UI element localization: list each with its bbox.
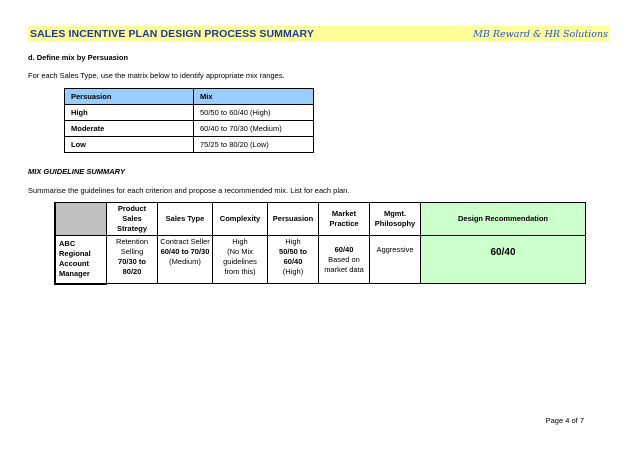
section-intro: For each Sales Type, use the matrix below to identify appropriate mix ranges. [28, 71, 285, 80]
page-title: SALES INCENTIVE PLAN DESIGN PROCESS SUMMARY [30, 28, 314, 40]
section-heading: d. Define mix by Persuasion [28, 53, 129, 62]
col-persuasion: Persuasion [268, 203, 319, 236]
col-mgmt-philosophy: Mgmt. Philosophy [370, 203, 421, 236]
cell-line: High [285, 237, 301, 246]
cell-range: 50/50 to 60/40 [279, 247, 307, 266]
cell-range: 70/30 to 80/20 [118, 257, 146, 276]
table-row [65, 137, 314, 153]
guideline-table [54, 202, 586, 285]
mix-row-name: Moderate [65, 121, 194, 137]
mix-row-value: 50/50 to 60/40 (High) [194, 105, 314, 121]
cell-line: Retention Selling [115, 237, 149, 256]
mix-row-value: 75/25 to 80/20 (Low) [194, 137, 314, 153]
col-market-practice: Market Practice [319, 203, 370, 236]
cell-persuasion [268, 236, 319, 284]
cell-line: Contract Seller [160, 237, 210, 246]
guideline-heading: MIX GUIDELINE SUMMARY [28, 167, 125, 176]
cell-line: (Medium) [169, 257, 201, 266]
brand-name: MB Reward & HR Solutions [473, 28, 608, 40]
row-plan-name: ABC Regional Account Manager [55, 236, 107, 284]
table-row [65, 105, 314, 121]
cell-line: (High) [282, 267, 304, 276]
cell-line: High [232, 237, 248, 246]
mix-header-persuasion: Persuasion [65, 89, 194, 105]
guideline-header-row [55, 203, 586, 236]
mix-row-value: 60/40 to 70/30 (Medium) [194, 121, 314, 137]
cell-market-practice [319, 236, 370, 284]
mix-row-name: Low [65, 137, 194, 153]
guideline-intro: Summarise the guidelines for each criterion and propose a recommended mix. List for each plan. [28, 186, 350, 195]
cell-sales-type [158, 236, 213, 284]
col-complexity: Complexity [213, 203, 268, 236]
page-number: Page 4 of 7 [545, 416, 584, 425]
mix-table-header-row [65, 89, 314, 105]
corner-cell [55, 203, 107, 236]
cell-range: 60/40 [334, 245, 354, 254]
mix-header-mix: Mix [194, 89, 314, 105]
cell-design-recommendation: 60/40 [421, 236, 586, 284]
table-row [55, 236, 586, 284]
table-row [65, 121, 314, 137]
col-sales-type: Sales Type [158, 203, 213, 236]
mix-table [64, 88, 314, 153]
cell-line: (No Mix guidelines from this) [223, 247, 257, 276]
col-design-recommendation: Design Recommendation [421, 203, 586, 236]
cell-mgmt-philosophy: Aggressive [370, 236, 421, 284]
mix-row-name: High [65, 105, 194, 121]
cell-complexity [213, 236, 268, 284]
header-bar [28, 26, 610, 42]
cell-line: Based on market data [324, 255, 364, 274]
col-product-strategy: Product Sales Strategy [107, 203, 158, 236]
cell-product-strategy [107, 236, 158, 284]
cell-range: 60/40 to 70/30 [160, 247, 210, 256]
